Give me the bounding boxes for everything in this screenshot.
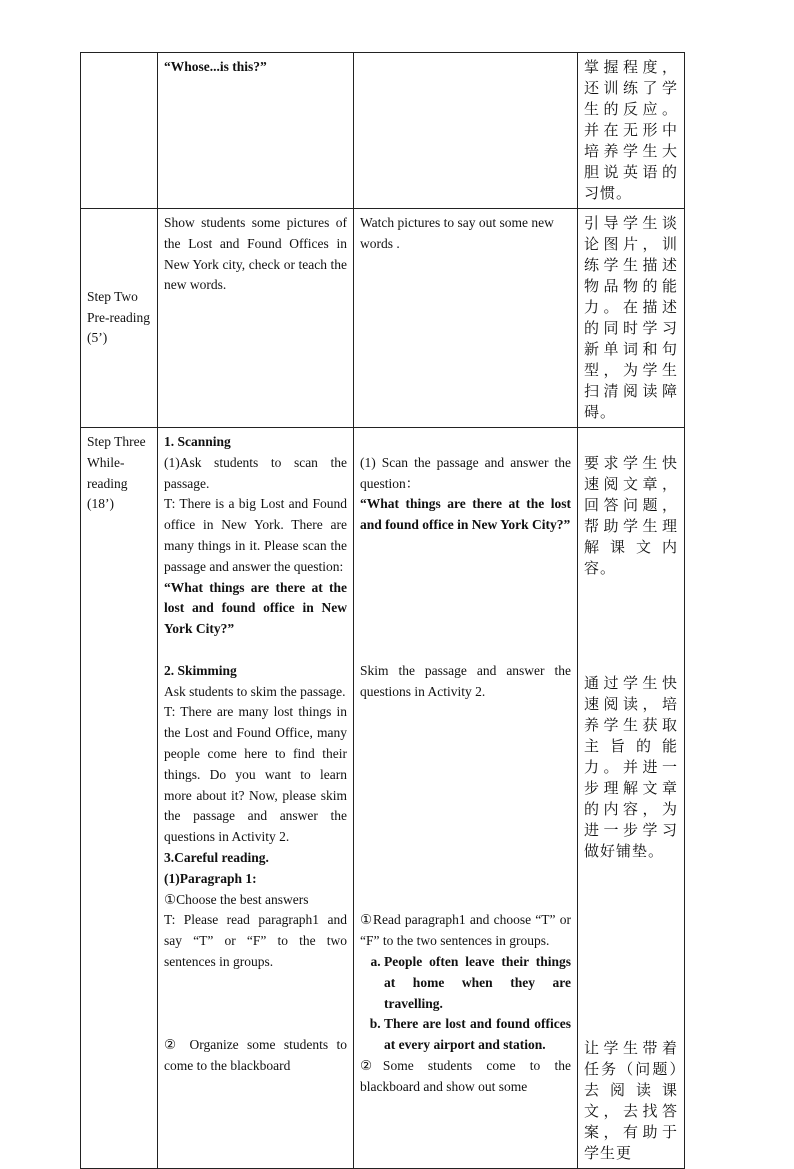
scanning-purpose: 要求学生快速阅文章，回答问题，帮助学生理解课文内容。: [584, 453, 678, 577]
scanning-student-question: “What things are there at the lost and found office in New York City?”: [360, 496, 571, 533]
scanning-instruction: (1)Ask students to scan the passage.: [164, 454, 347, 491]
scanning-student-intro: (1) Scan the passage and answer the question：: [360, 454, 571, 491]
teacher-text: Show students some pictures of the Lost and Found Offices in New York city, check or teach the new words.: [164, 215, 347, 293]
tf-sentence-list: [360, 952, 571, 1056]
purpose-text: 引导学生谈论图片，训练学生描述物品物的能力。在描述的同时学习新单词和句型，为学生扫清阅读障碍。: [584, 214, 678, 421]
skimming-purpose: 通过学生快速阅读，培养学生获取主旨的能力。并进一步理解文章的内容，为进一步学习做好铺垫。: [584, 673, 678, 860]
purpose-cell: [578, 428, 685, 1169]
purpose-cell: [578, 209, 685, 428]
student-activity-cell: [354, 209, 578, 428]
purpose-text: 掌握程度，还训练了学生的反应。并在无形中培养学生大胆说英语的习惯。: [584, 58, 678, 202]
step-cell: [81, 209, 158, 428]
scanning-question: “What things are there at the lost and found office in New York City?”: [164, 579, 347, 637]
step-cell: [81, 428, 158, 1169]
teacher-text: “Whose...is this?”: [164, 59, 267, 74]
step-label: Step Three While-reading (18’): [87, 434, 146, 512]
scanning-teacher-talk: T: There is a big Lost and Found office in New York. There are many things in it. Please scan the passage and answer the question:: [164, 496, 347, 574]
lesson-plan-table: [80, 52, 685, 1169]
purpose-cell: [578, 53, 685, 209]
scanning-heading: 1. Scanning: [164, 434, 231, 449]
careful-teacher-talk: T: Please read paragraph1 and say “T” or “F” to the two sentences in groups.: [164, 912, 347, 969]
skimming-student-text: Skim the passage and answer the questions in Activity 2.: [360, 662, 571, 699]
skimming-instruction: Ask students to skim the passage.: [164, 683, 346, 699]
student-activity-cell: [354, 53, 578, 209]
skimming-teacher-talk: T: There are many lost things in the Lost and Found Office, many people come here to find their things. Do you want to learn more about it? Now, please skim the passage and answer the questions in Activity 2.: [164, 704, 347, 845]
careful-heading: 3.Careful reading.: [164, 849, 269, 865]
skimming-heading: 2. Skimming: [164, 662, 237, 678]
teacher-activity-cell: [158, 53, 354, 209]
careful-item-1: ①Choose the best answers: [164, 891, 309, 907]
careful-student-text-2: ②Some students come to the blackboard and show out some: [360, 1057, 571, 1094]
student-text: Watch pictures to say out some new words .: [360, 215, 554, 251]
careful-student-text-1: ①Read paragraph1 and choose “T” or “F” to the two sentences in groups.: [360, 912, 571, 949]
step-label: Step Two Pre-reading (5’): [87, 288, 150, 346]
teacher-activity-cell: [158, 428, 354, 1169]
student-activity-cell: [354, 428, 578, 1169]
tf-sentence-b: b. There are lost and found offices at every airport and station.: [384, 1014, 571, 1056]
table-row: [81, 209, 685, 428]
tf-sentence-a: a. People often leave their things at home when they are travelling.: [384, 952, 571, 1014]
table-row: [81, 53, 685, 209]
paragraph-heading: (1)Paragraph 1:: [164, 870, 257, 886]
step-cell: [81, 53, 158, 209]
table-row: [81, 428, 685, 1169]
careful-item-2: ② Organize some students to come to the blackboard: [164, 1037, 347, 1073]
teacher-activity-cell: [158, 209, 354, 428]
careful-purpose: 让学生带着任务（问题）去阅读课文，去找答案，有助于学生更: [584, 1038, 678, 1162]
